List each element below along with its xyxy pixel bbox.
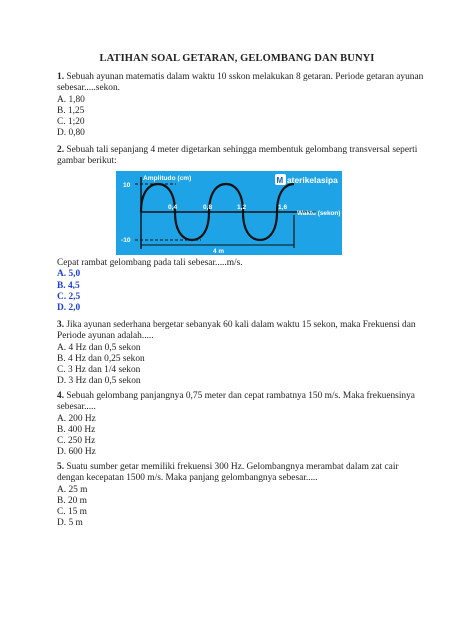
tick-label-3: 1,2 [237, 204, 247, 211]
question-5-body: Suatu sumber getar memiliki frekuensi 300 Hz. Gelombangnya merambat dalam zat cair dengan kecepatan 1500 m/s. Maka panjang gelombangnya sebesar..... [57, 462, 399, 484]
question-1-number: 1. [57, 72, 65, 82]
question-3-option-c: C. 3 Hz dan 1/4 sekon [57, 365, 141, 376]
tick-label-4: 1,6 [278, 204, 288, 211]
tick-label-2: 0,8 [203, 204, 213, 211]
question-2-option-b: B. 4,5 [57, 280, 80, 291]
amplitude-label: Amplitudo (cm) [143, 175, 192, 182]
question-4-option-d: D. 600 Hz [57, 447, 96, 458]
question-3-body: Jika ayunan sederhana bergetar sebanyak 60 kali dalam waktu 15 sekon, maka Frekuensi dan Periode ayunan adalah..... [57, 320, 416, 342]
question-2-text [57, 145, 427, 168]
question-1-option-b: B. 1,25 [57, 105, 85, 116]
question-4 [57, 391, 427, 459]
wave-diagram [116, 171, 342, 255]
question-2-prompt: Cepat rambat gelombang pada tali sebesar.....m/s. [57, 258, 243, 268]
question-4-text [57, 391, 427, 414]
question-4-option-c: C. 250 Hz [57, 436, 96, 447]
question-3-option-a: A. 4 Hz dan 0,5 sekon [57, 342, 141, 353]
question-2-option-a: A. 5,0 [57, 269, 81, 280]
wave-figure [116, 171, 342, 255]
question-1-option-a: A. 1,80 [57, 94, 85, 105]
question-5 [57, 462, 427, 530]
question-2-option-d: D. 2,0 [57, 303, 81, 314]
question-1 [57, 72, 427, 140]
question-2-body: Sebuah tali sepanjang 4 meter digetarkan sehingga membentuk gelombang transversal seperti gambar berikut: [57, 145, 418, 167]
question-2-answers [57, 258, 427, 314]
y-bottom-label: -10 [121, 237, 131, 244]
logo [275, 174, 338, 185]
question-2 [57, 145, 427, 168]
question-2-number: 2. [57, 145, 65, 155]
question-5-text [57, 462, 427, 485]
logo-text: aterikelasipa [287, 175, 338, 185]
question-3-number: 3. [57, 320, 65, 330]
question-4-option-a: A. 200 Hz [57, 413, 96, 424]
length-label: 4 m [213, 248, 225, 255]
question-5-option-b: B. 20 m [57, 495, 87, 506]
time-label: Waktu (sekon) [297, 210, 341, 217]
question-1-option-c: C. 1;20 [57, 117, 85, 128]
question-3-text [57, 320, 427, 343]
logo-letter: M [276, 176, 284, 185]
question-5-option-c: C. 15 m [57, 507, 87, 518]
page-title: LATIHAN SOAL GETARAN, GELOMBANG DAN BUNYI [99, 53, 375, 64]
question-4-body: Sebuah gelombang panjangnya 0,75 meter dan cepat rambatnya 150 m/s. Maka frekuensinya sebesar..... [57, 391, 415, 413]
tick-label-1: 0,4 [168, 204, 178, 211]
question-3 [57, 320, 427, 388]
question-4-option-b: B. 400 Hz [57, 424, 96, 435]
question-3-option-d: D. 3 Hz dan 0,5 sekon [57, 376, 141, 387]
y-top-label: 10 [123, 182, 131, 189]
question-4-number: 4. [57, 391, 65, 401]
question-3-option-b: B. 4 Hz dan 0,25 sekon [57, 353, 145, 364]
question-5-option-d: D. 5 m [57, 518, 83, 529]
question-2-option-c: C. 2,5 [57, 291, 81, 302]
question-1-option-d: D. 0,80 [57, 128, 85, 139]
question-5-number: 5. [57, 462, 65, 472]
question-1-text [57, 72, 427, 95]
question-1-body: Sebuah ayunan matematis dalam waktu 10 sskon melakukan 8 getaran. Periode getaran ayunan sebesar.....sekon. [57, 72, 424, 94]
question-5-option-a: A. 25 m [57, 484, 88, 495]
